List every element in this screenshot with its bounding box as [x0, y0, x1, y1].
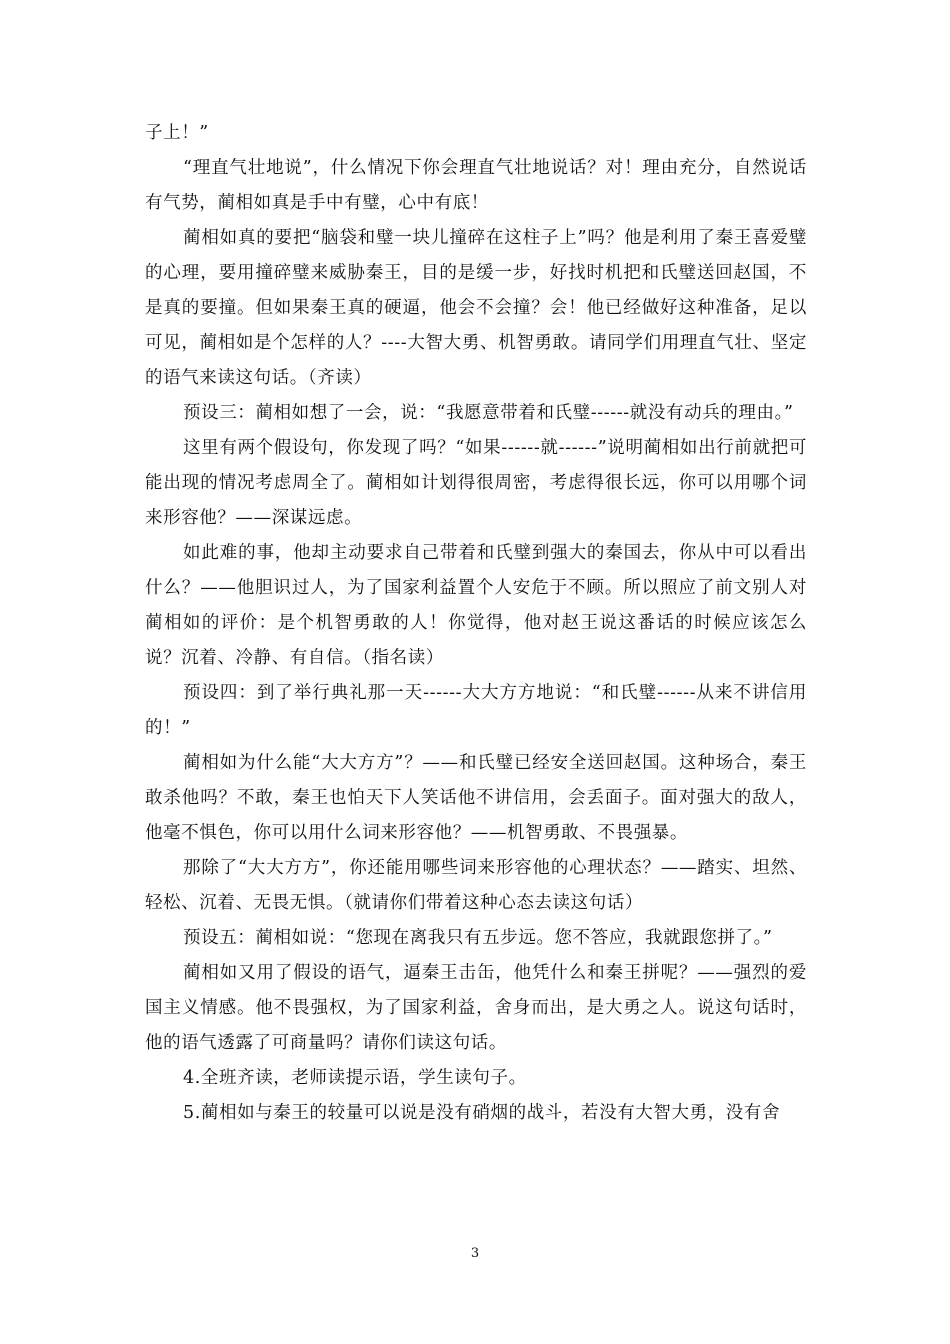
paragraph-step-four: 4.全班齐读，老师读提示语，学生读句子。: [183, 1068, 527, 1088]
paragraph-courage-analysis: 如此难的事，他却主动要求自己带着和氏璧到强大的秦国去，你从中可以看出什么？——他胆识过人，为了国家利益置个人安危于不顾。所以照应了前文别人对蔺相如的评价：是个机智勇敢的人！你觉得，他对赵王说这番话的时候应该怎么说？沉着、冷静、有自信。（指名读）: [145, 543, 807, 668]
paragraph-hypothesis-sentences: 这里有两个假设句，你发现了吗？“如果------就------”说明蔺相如出行前就把可能出现的情况考虑周全了。蔺相如计划得很周密，考虑得很长远，你可以用哪个词来形容他？——深谋远虑。: [145, 438, 807, 528]
paragraph-zhuang-sui-bi: 蔺相如真的要把“脑袋和璧一块儿撞碎在这柱子上”吗？他是利用了秦王喜爱璧的心理，要用撞碎璧来威胁秦王，目的是缓一步，好找时机把和氏璧送回赵国，不是真的要撞。但如果秦王真的硬逼，他会不会撞？会！他已经做好这种准备，足以可见，蔺相如是个怎样的人？----大智大勇、机智勇敢。请同学们用理直气壮、坚定的语气来读这句话。（齐读）: [145, 228, 807, 388]
paragraph-step-five: 5.蔺相如与秦王的较量可以说是没有硝烟的战斗，若没有大智大勇，没有舍: [183, 1103, 781, 1123]
paragraph-patriotism: 蔺相如又用了假设的语气，逼秦王击缶，他凭什么和秦王拼呢？——强烈的爱国主义情感。他不畏强权，为了国家利益，舍身而出，是大勇之人。说这句话时，他的语气透露了可商量吗？请你们读这句话。: [145, 963, 807, 1053]
paragraph-preset-four: 预设四：到了举行典礼那一天------大大方方地说：“和氏璧------从来不讲信用的！”: [145, 683, 807, 738]
paragraph-mental-state: 那除了“大大方方”，你还能用哪些词来形容他的心理状态？——踏实、坦然、轻松、沉着、无畏无惧。（就请你们带着这种心态去读这句话）: [145, 858, 807, 913]
paragraph-continued-quote: 子上！”: [145, 123, 209, 143]
document-body: [145, 116, 807, 1131]
paragraph-preset-five: 预设五：蔺相如说：“您现在离我只有五步远。您不答应，我就跟您拼了。”: [183, 928, 773, 948]
paragraph-da-da-fang-fang: 蔺相如为什么能“大大方方”？——和氏璧已经安全送回赵国。这种场合，秦王敢杀他吗？不敢，秦王也怕天下人笑话他不讲信用，会丢面子。面对强大的敌人，他毫不惧色，你可以用什么词来形容他？——机智勇敢、不畏强暴。: [145, 753, 807, 843]
page-number: 3: [470, 1246, 480, 1261]
paragraph-preset-three: 预设三：蔺相如想了一会，说：“我愿意带着和氏璧------就没有动兵的理由。”: [183, 403, 794, 423]
paragraph-li-zhi-qi-zhuang: “理直气壮地说”，什么情况下你会理直气壮地说话？对！理由充分，自然说话有气势，蔺相如真是手中有璧，心中有底！: [145, 158, 807, 213]
